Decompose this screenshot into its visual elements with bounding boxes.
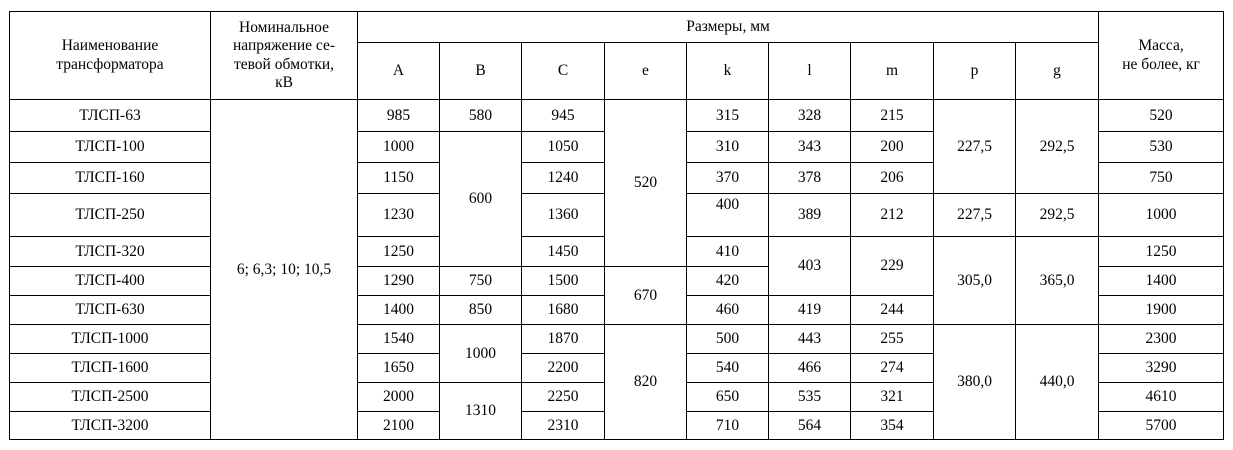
cell-m: 321 xyxy=(851,383,934,412)
cell-c: 2200 xyxy=(522,354,605,383)
cell-m: 229 xyxy=(851,237,934,296)
cell-mass: 1900 xyxy=(1099,296,1224,325)
cell-k: 410 xyxy=(687,237,769,267)
cell-p: 227,5 xyxy=(934,194,1016,237)
header-dim-b: B xyxy=(440,43,522,100)
header-dim-c: C xyxy=(522,43,605,100)
cell-m: 206 xyxy=(851,163,934,194)
cell-mass: 520 xyxy=(1099,100,1224,132)
header-voltage: Номинальное напряжение се- тевой обмотки, кВ xyxy=(211,12,358,100)
cell-c: 1680 xyxy=(522,296,605,325)
cell-name: ТЛСП-1600 xyxy=(10,354,211,383)
cell-e: 520 xyxy=(605,100,687,267)
header-sizes: Размеры, мм xyxy=(358,12,1099,43)
cell-e: 820 xyxy=(605,325,687,440)
cell-m: 200 xyxy=(851,132,934,163)
cell-a: 1540 xyxy=(358,325,440,354)
cell-name: ТЛСП-630 xyxy=(10,296,211,325)
cell-m: 255 xyxy=(851,325,934,354)
header-dim-m: m xyxy=(851,43,934,100)
cell-b: 850 xyxy=(440,296,522,325)
cell-name: ТЛСП-250 xyxy=(10,194,211,237)
cell-k: 310 xyxy=(687,132,769,163)
cell-c: 2250 xyxy=(522,383,605,412)
cell-name: ТЛСП-63 xyxy=(10,100,211,132)
cell-m: 354 xyxy=(851,412,934,440)
header-dim-g: g xyxy=(1016,43,1099,100)
cell-mass: 1400 xyxy=(1099,267,1224,296)
cell-l: 343 xyxy=(769,132,851,163)
cell-c: 1500 xyxy=(522,267,605,296)
cell-c: 1050 xyxy=(522,132,605,163)
cell-a: 1150 xyxy=(358,163,440,194)
cell-m: 212 xyxy=(851,194,934,237)
cell-a: 2100 xyxy=(358,412,440,440)
cell-a: 1250 xyxy=(358,237,440,267)
cell-c: 1870 xyxy=(522,325,605,354)
cell-l: 403 xyxy=(769,237,851,296)
cell-mass: 5700 xyxy=(1099,412,1224,440)
cell-k: 540 xyxy=(687,354,769,383)
header-dim-l: l xyxy=(769,43,851,100)
cell-name: ТЛСП-2500 xyxy=(10,383,211,412)
cell-b: 580 xyxy=(440,100,522,132)
cell-l: 466 xyxy=(769,354,851,383)
cell-m: 244 xyxy=(851,296,934,325)
cell-l: 378 xyxy=(769,163,851,194)
header-name: Наименование трансформатора xyxy=(10,12,211,100)
cell-a: 1650 xyxy=(358,354,440,383)
cell-b: 600 xyxy=(440,132,522,267)
cell-a: 1290 xyxy=(358,267,440,296)
cell-mass: 530 xyxy=(1099,132,1224,163)
table-row xyxy=(10,325,1224,354)
cell-g: 292,5 xyxy=(1016,100,1099,194)
cell-m: 215 xyxy=(851,100,934,132)
cell-b: 1000 xyxy=(440,325,522,383)
cell-m: 274 xyxy=(851,354,934,383)
cell-l: 389 xyxy=(769,194,851,237)
cell-voltage: 6; 6,3; 10; 10,5 xyxy=(211,100,358,440)
cell-k: 370 xyxy=(687,163,769,194)
cell-l: 443 xyxy=(769,325,851,354)
transformer-dimensions-table xyxy=(9,11,1224,440)
cell-k: 315 xyxy=(687,100,769,132)
cell-a: 2000 xyxy=(358,383,440,412)
cell-name: ТЛСП-400 xyxy=(10,267,211,296)
table-row xyxy=(10,100,1224,132)
cell-name: ТЛСП-3200 xyxy=(10,412,211,440)
cell-mass: 2300 xyxy=(1099,325,1224,354)
cell-l: 328 xyxy=(769,100,851,132)
cell-mass: 1000 xyxy=(1099,194,1224,237)
cell-c: 1240 xyxy=(522,163,605,194)
cell-name: ТЛСП-160 xyxy=(10,163,211,194)
header-mass: Масса, не более, кг xyxy=(1099,12,1224,100)
cell-g: 440,0 xyxy=(1016,325,1099,440)
cell-a: 1400 xyxy=(358,296,440,325)
cell-l: 419 xyxy=(769,296,851,325)
cell-mass: 1250 xyxy=(1099,237,1224,267)
cell-mass: 750 xyxy=(1099,163,1224,194)
cell-c: 945 xyxy=(522,100,605,132)
header-dim-e: e xyxy=(605,43,687,100)
cell-g: 292,5 xyxy=(1016,194,1099,237)
cell-k: 460 xyxy=(687,296,769,325)
cell-name: ТЛСП-320 xyxy=(10,237,211,267)
cell-a: 985 xyxy=(358,100,440,132)
cell-a: 1000 xyxy=(358,132,440,163)
header-dim-a: A xyxy=(358,43,440,100)
cell-name: ТЛСП-100 xyxy=(10,132,211,163)
cell-c: 2310 xyxy=(522,412,605,440)
cell-c: 1450 xyxy=(522,237,605,267)
cell-a: 1230 xyxy=(358,194,440,237)
cell-k: 650 xyxy=(687,383,769,412)
cell-p: 305,0 xyxy=(934,237,1016,325)
cell-mass: 4610 xyxy=(1099,383,1224,412)
header-dim-p: p xyxy=(934,43,1016,100)
cell-p: 227,5 xyxy=(934,100,1016,194)
cell-mass: 3290 xyxy=(1099,354,1224,383)
header-dim-k: k xyxy=(687,43,769,100)
cell-l: 564 xyxy=(769,412,851,440)
cell-c: 1360 xyxy=(522,194,605,237)
cell-g: 365,0 xyxy=(1016,237,1099,325)
cell-k: 420 xyxy=(687,267,769,296)
cell-k: 400 xyxy=(687,194,769,237)
cell-k: 500 xyxy=(687,325,769,354)
cell-p: 380,0 xyxy=(934,325,1016,440)
cell-b: 1310 xyxy=(440,383,522,440)
cell-b: 750 xyxy=(440,267,522,296)
cell-k: 710 xyxy=(687,412,769,440)
cell-name: ТЛСП-1000 xyxy=(10,325,211,354)
cell-l: 535 xyxy=(769,383,851,412)
cell-e: 670 xyxy=(605,267,687,325)
